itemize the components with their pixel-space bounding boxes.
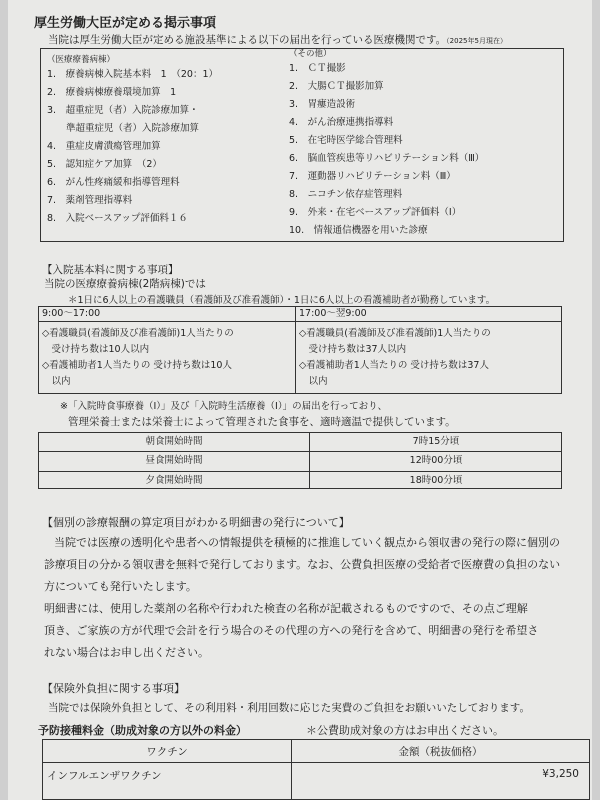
right-heading: （その他） — [289, 49, 332, 59]
day-row: ◇看護補助者1人当たりの 受け持ち数は10人 — [42, 360, 232, 371]
table-row — [39, 452, 561, 471]
meal-label: 朝食開始時間 — [145, 436, 203, 447]
list-item: 5. 在宅時医学総合管理料 — [289, 135, 403, 146]
vaccine-name: インフルエンザワクチン — [47, 770, 162, 782]
vaccine-heading: 予防接種料金（助成対象の方以外の料金） — [38, 724, 247, 737]
receipt-heading: 【個別の診療報酬の算定項目がわかる明細書の発行について】 — [42, 516, 350, 529]
day-time: 9:00～17:00 — [39, 307, 295, 322]
meal-time: 7時15分頃 — [412, 436, 460, 447]
meal-table — [38, 432, 562, 489]
vaccine-note: ＊公費助成対象の方はお申出ください。 — [306, 724, 504, 737]
list-item: 2. 療養病棟療養環境加算 1 — [47, 87, 177, 98]
list-item: 7. 薬剤管理指導料 — [47, 195, 133, 206]
meal-label: 夕食開始時間 — [145, 474, 203, 486]
vaccine-col-name: ワクチン — [146, 746, 188, 758]
day-column — [39, 307, 296, 393]
staffing-table — [38, 306, 562, 394]
receipt-line: 診療項目の分かる領収書を無料で発行しております。なお、公費負担医療の受給者で医療費の負担のない — [44, 558, 561, 571]
list-item: 3. 胃瘻造設術 — [289, 99, 356, 110]
notice-page — [8, 0, 592, 800]
receipt-line: れない場合はお申し出ください。 — [44, 646, 209, 659]
vaccine-price: ¥3,250 — [542, 768, 579, 780]
page-title: 厚生労働大臣が定める掲示事項 — [34, 16, 217, 31]
meal-note2: 管理栄養士または栄養士によって管理された食事を、適時適温で提供しています。 — [68, 416, 456, 428]
night-row: ◇看護補助者1人当たりの 受け持ち数は37人 — [299, 360, 489, 371]
list-item: 8. ニコチン依存症管理料 — [289, 189, 403, 200]
intro-text — [48, 32, 507, 47]
table-row — [39, 433, 561, 452]
night-column — [296, 307, 561, 393]
list-item: 9. 外来・在宅ベースアップ評価料（Ⅰ） — [289, 207, 462, 218]
list-item: 2. 大腸ＣＴ撮影加算 — [289, 81, 384, 92]
day-row: 以内 — [42, 376, 71, 387]
left-list — [47, 66, 218, 228]
uninsured-heading: 【保険外負担に関する事項】 — [42, 682, 185, 695]
meal-note1: ※「入院時食事療養（Ⅰ）」及び「入院時生活療養（Ⅰ）」の届出を行っており、 — [60, 401, 388, 412]
vaccine-table — [42, 739, 590, 800]
night-row: 受け持ち数は37人以内 — [299, 344, 407, 355]
receipt-line: 方についても発行いたします。 — [44, 580, 197, 593]
day-row: 受け持ち数は10人以内 — [42, 344, 150, 355]
notifications-box — [40, 48, 564, 242]
meal-time: 18時00分頃 — [409, 474, 463, 486]
list-item: 1. ＣＴ撮影 — [289, 63, 346, 74]
left-heading: （医療療養病棟） — [47, 55, 116, 65]
list-item: 4. がん治療連携指導料 — [289, 117, 394, 128]
intro-statement: 当院は厚生労働大臣が定める施設基準による以下の届出を行っている医療機関です。 — [48, 34, 447, 46]
list-item: 10. 情報通信機器を用いた診療 — [289, 225, 428, 236]
receipt-line: 明細書には、使用した薬剤の名称や行われた検査の名称が記載されるものですので、その点ご理解 — [44, 602, 528, 615]
vaccine-header-rule — [43, 762, 589, 763]
list-item: 5. 認知症ケア加算 （2） — [47, 159, 162, 170]
list-item: 準超重症児（者）入院診療加算 — [47, 123, 200, 134]
intro-date: （2025年5月現在） — [446, 37, 507, 45]
meal-time: 12時00分頃 — [409, 455, 463, 467]
table-row — [39, 472, 561, 490]
vaccine-col-price: 金額（税抜価格） — [398, 746, 483, 758]
list-item: 6. がん性疼痛緩和指導管理料 — [47, 177, 180, 188]
meal-label: 昼食開始時間 — [145, 455, 203, 467]
night-time: 17:00～翌9:00 — [296, 307, 561, 322]
inpatient-heading: 【入院基本料に関する事項】 — [42, 264, 179, 276]
day-row: ◇看護職員(看護師及び准看護師)1人当たりの — [42, 328, 234, 339]
list-item: 6. 脳血管疾患等リハビリテーション料（Ⅲ） — [289, 153, 485, 164]
list-item: 1. 療養病棟入院基本料 1 （20：1） — [47, 69, 218, 80]
night-row: ◇看護職員(看護師及び准看護師)1人当たりの — [299, 328, 491, 339]
list-item: 3. 超重症児（者）入院診療加算・ — [47, 105, 199, 116]
receipt-line: 頂き、ご家族の方が代理で会計を行う場合のその代理の方への発行を含めて、明細書の発行を希望さ — [44, 624, 539, 637]
right-list — [289, 60, 484, 240]
inpatient-line2: ＊1日に6人以上の看護職員（看護師及び准看護師）・1日に6人以上の看護補助者が勤務しています。 — [68, 295, 496, 306]
list-item: 7. 運動器リハビリテーション料（Ⅲ） — [289, 171, 456, 182]
receipt-line: 当院では医療の透明化や患者への情報提供を積極的に推進していく観点から領収書の発行の際に個別の — [54, 536, 560, 549]
list-item: 8. 入院ベースアップ評価料１６ — [47, 213, 188, 224]
inpatient-line1: 当院の医療療養病棟(2階病棟)では — [44, 278, 206, 290]
uninsured-line: 当院では保険外負担として、その利用料・利用回数に応じた実費のご負担をお願いいたしております。 — [48, 702, 530, 714]
night-row: 以内 — [299, 376, 328, 387]
list-item: 4. 重症皮膚潰瘍管理加算 — [47, 141, 161, 152]
